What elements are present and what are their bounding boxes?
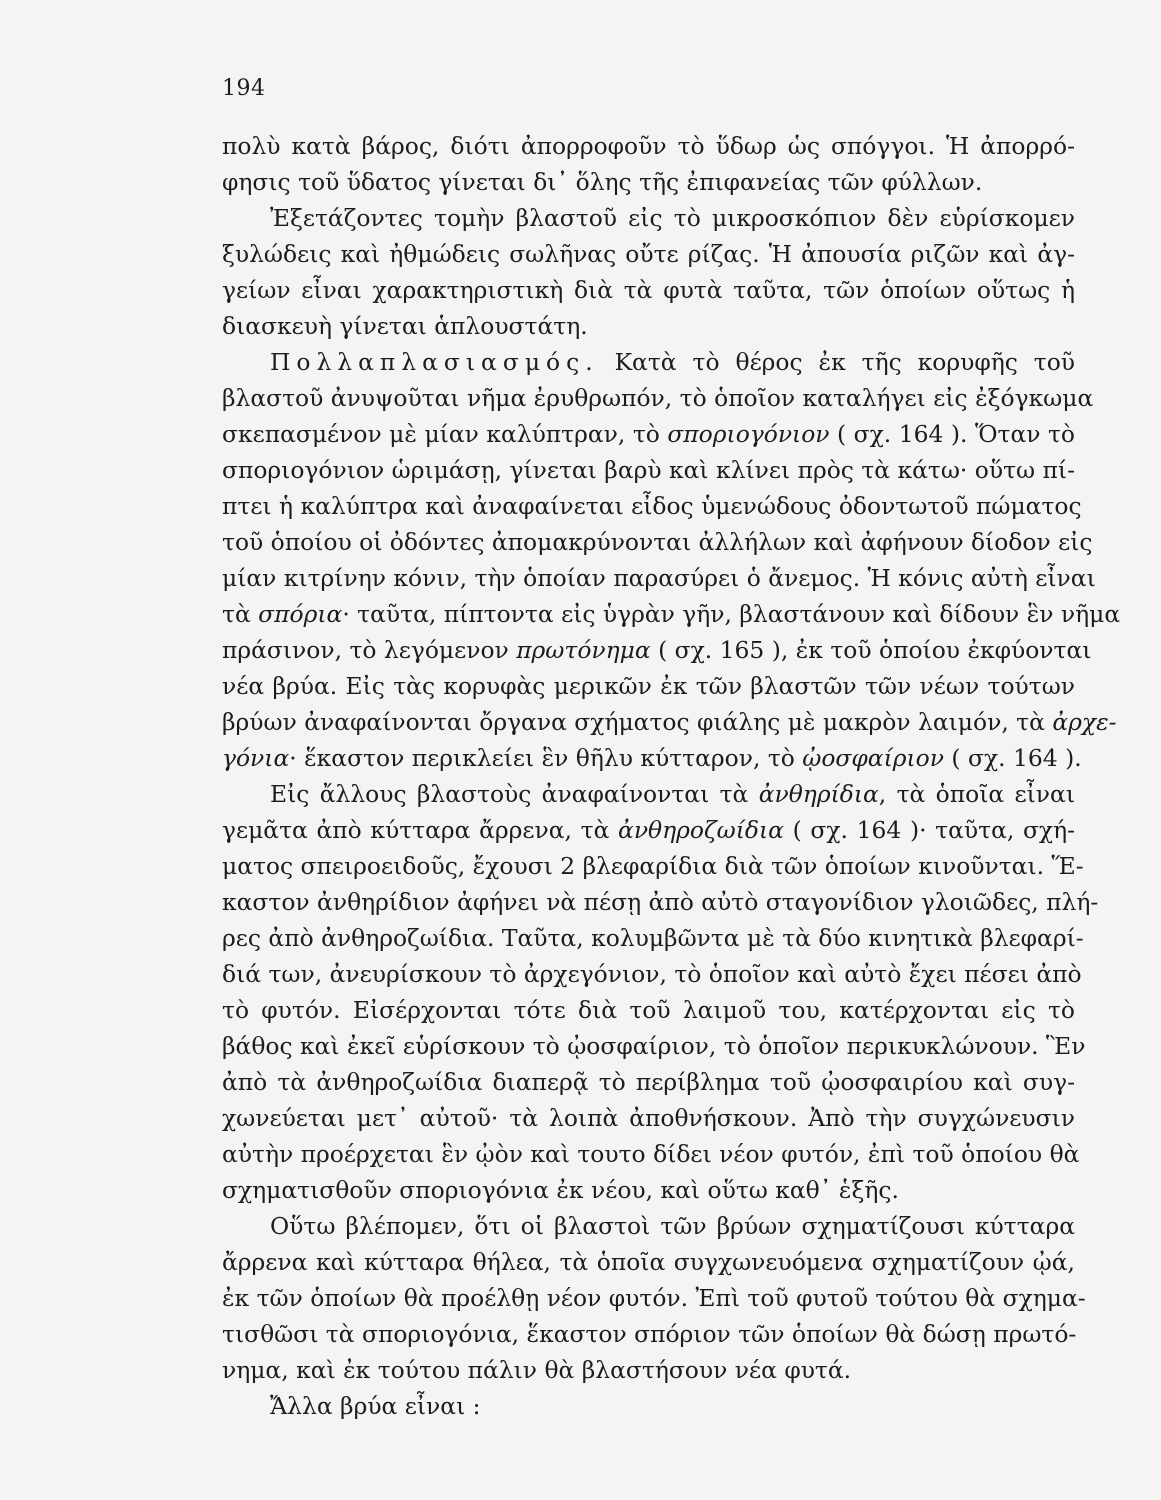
text-line bbox=[222, 200, 1075, 236]
text-run: σκεπασμένον μὲ μίαν καλύπτραν, τὸ bbox=[222, 420, 668, 448]
text-run: · ταῦτα, πίπτοντα εἰς ὑγρὰν γῆν, βλαστάνουν καὶ δίδουν ἓν νῆμα bbox=[342, 600, 1121, 628]
text-line bbox=[222, 884, 1099, 920]
text-run: φησις τοῦ ὕδατος γίνεται δι᾽ ὅλης τῆς ἐπιφανείας τῶν φύλλων. bbox=[222, 168, 983, 196]
text-line bbox=[222, 1388, 1075, 1424]
text-run: Ἄλλα βρύα εἶναι : bbox=[270, 1392, 481, 1420]
text-line bbox=[222, 596, 1121, 632]
italic-term: ᾠοσφαίριον bbox=[802, 744, 944, 772]
italic-term: σποριογόνιον bbox=[667, 420, 830, 448]
text-line bbox=[222, 668, 1075, 704]
text-run: τὸ φυτόν. Εἰσέρχονται τότε διὰ τοῦ λαιμοῦ του, κατέρχονται εἰς τὸ bbox=[222, 996, 1075, 1024]
text-line bbox=[222, 704, 1117, 740]
text-line bbox=[222, 236, 1075, 272]
text-run: διά των, ἀνευρίσκουν τὸ ἀρχεγόνιον, τὸ ὁποῖον καὶ αὐτὸ ἔχει πέσει ἀπὸ bbox=[222, 960, 1082, 988]
text-run: βλαστοῦ ἀνυψοῦται νῆμα ἐρυθρωπόν, τὸ ὁποῖον καταλήγει εἰς ἐξόγκωμα bbox=[222, 384, 1094, 412]
text-run: χωνεύεται μετ᾽ αὐτοῦ· τὰ λοιπὰ ἀποθνήσκουν. Ἀπὸ τὴν συγχώνευσιν bbox=[222, 1104, 1075, 1132]
text-line bbox=[222, 632, 1092, 668]
text-run: Κατὰ τὸ θέρος ἐκ τῆς κορυφῆς τοῦ bbox=[598, 348, 1075, 376]
text-run: νέα βρύα. Εἰς τὰς κορυφὰς μερικῶν ἐκ τῶν βλαστῶν τῶν νέων τούτων bbox=[222, 672, 1075, 700]
text-run: ( σχ. 164 ). bbox=[943, 744, 1082, 772]
text-line bbox=[222, 380, 1094, 416]
text-line bbox=[222, 740, 1082, 776]
text-run: τισθῶσι τὰ σποριογόνια, ἕκαστον σπόριον τῶν ὁποίων θὰ δώσῃ πρωτό- bbox=[222, 1320, 1077, 1348]
text-run: βρύων ἀναφαίνονται ὄργανα σχήματος φιάλης μὲ μακρὸν λαιμόν, τὰ bbox=[222, 708, 1053, 736]
text-line bbox=[222, 488, 1082, 524]
text-line bbox=[222, 1064, 1075, 1100]
text-line bbox=[222, 524, 1093, 560]
italic-term: ἀνθηρίδια bbox=[758, 780, 879, 808]
page-number: 194 bbox=[222, 76, 266, 101]
text-run: γείων εἶναι χαρακτηριστικὴ διὰ τὰ φυτὰ ταῦτα, τῶν ὁποίων οὕτως ἡ bbox=[222, 276, 1075, 304]
text-line bbox=[222, 1136, 1080, 1172]
text-run: ἐκ τῶν ὁποίων θὰ προέλθῃ νέον φυτόν. Ἐπὶ τοῦ φυτοῦ τούτου θὰ σχημα- bbox=[222, 1284, 1086, 1312]
spaced-heading: Πολλαπλασιασμός. bbox=[270, 348, 599, 376]
italic-term: ἀρχε- bbox=[1052, 708, 1117, 736]
text-line bbox=[222, 416, 1075, 452]
text-line bbox=[222, 452, 1075, 488]
text-run: διασκευὴ γίνεται ἁπλουστάτη. bbox=[222, 312, 588, 340]
italic-term: σπόρια bbox=[258, 600, 343, 628]
text-run: τὰ bbox=[222, 600, 259, 628]
text-line bbox=[222, 1172, 1075, 1208]
text-run: Εἰς ἄλλους βλαστοὺς ἀναφαίνονται τὰ bbox=[270, 780, 759, 808]
text-run: , τὰ ὁποῖα εἶναι bbox=[878, 780, 1075, 808]
text-line bbox=[222, 1316, 1075, 1352]
text-run: ( σχ. 165 ), ἐκ τοῦ ὁποίου ἐκφύονται bbox=[650, 636, 1092, 664]
text-run: σποριογόνιον ὡριμάσῃ, γίνεται βαρὺ καὶ κλίνει πρὸς τὰ κάτω· οὕτω πί- bbox=[222, 456, 1076, 484]
text-run: ἄρρενα καὶ κύτταρα θήλεα, τὰ ὁποῖα συγχωνευόμενα σχηματίζουν ᾠά, bbox=[222, 1248, 1075, 1276]
text-line bbox=[222, 344, 1075, 380]
text-run: ρες ἀπὸ ἀνθηροζωίδια. Ταῦτα, κολυμβῶντα μὲ τὰ δύο κινητικὰ βλεφαρί- bbox=[222, 924, 1084, 952]
text-run: πολὺ κατὰ βάρος, διότι ἀπορροφοῦν τὸ ὕδωρ ὡς σπόγγοι. Ἡ ἀπορρό- bbox=[222, 132, 1075, 160]
text-line bbox=[222, 848, 1084, 884]
text-line bbox=[222, 920, 1084, 956]
text-line bbox=[222, 560, 1096, 596]
text-run: ξυλώδεις καὶ ἠθμώδεις σωλῆνας οὔτε ρίζας. Ἡ ἀπουσία ριζῶν καὶ ἀγ- bbox=[222, 240, 1075, 268]
text-run: ( σχ. 164 )· ταῦτα, σχή- bbox=[783, 816, 1076, 844]
text-run: μίαν κιτρίνην κόνιν, τὴν ὁποίαν παρασύρει ὁ ἄνεμος. Ἡ κόνις αὐτὴ εἶναι bbox=[222, 564, 1096, 592]
text-run: Ἐξετάζοντες τομὴν βλαστοῦ εἰς τὸ μικροσκόπιον δὲν εὑρίσκομεν bbox=[270, 204, 1075, 232]
text-run: γεμᾶτα ἀπὸ κύτταρα ἄρρενα, τὰ bbox=[222, 816, 619, 844]
text-run: καστον ἀνθηρίδιον ἀφήνει νὰ πέσῃ ἀπὸ αὐτὸ σταγονίδιον γλοιῶδες, πλή- bbox=[222, 888, 1099, 916]
text-line bbox=[222, 1352, 1075, 1388]
text-line bbox=[222, 992, 1075, 1028]
text-run: αὐτὴν προέρχεται ἓν ᾠὸν καὶ τουτο δίδει νέον φυτόν, ἐπὶ τοῦ ὁποίου θὰ bbox=[222, 1140, 1080, 1168]
text-line bbox=[222, 1244, 1075, 1280]
text-line bbox=[222, 956, 1082, 992]
text-line bbox=[222, 128, 1075, 164]
italic-term: πρωτόνημα bbox=[516, 636, 651, 664]
text-line bbox=[222, 1208, 1075, 1244]
text-run: · ἕκαστον περικλείει ἓν θῆλυ κύτταρον, τὸ bbox=[289, 744, 803, 772]
text-line bbox=[222, 1280, 1086, 1316]
text-line bbox=[222, 812, 1075, 848]
text-run: Οὕτω βλέπομεν, ὅτι οἱ βλαστοὶ τῶν βρύων σχηματίζουσι κύτταρα bbox=[270, 1212, 1075, 1240]
text-run: βάθος καὶ ἐκεῖ εὑρίσκουν τὸ ᾠοσφαίριον, τὸ ὁποῖον περικυκλώνουν. Ἓν bbox=[222, 1032, 1086, 1060]
text-run: νημα, καὶ ἐκ τούτου πάλιν θὰ βλαστήσουν νέα φυτά. bbox=[222, 1356, 852, 1384]
text-line bbox=[222, 308, 1075, 344]
italic-term: ἀνθηροζωίδια bbox=[618, 816, 784, 844]
text-run: σχηματισθοῦν σποριογόνια ἐκ νέου, καὶ οὕτω καθ᾽ ἑξῆς. bbox=[222, 1176, 899, 1204]
text-line bbox=[222, 272, 1075, 308]
text-run: τοῦ ὁποίου οἱ ὀδόντες ἀπομακρύνονται ἀλλήλων καὶ ἀφήνουν δίοδον εἰς bbox=[222, 528, 1093, 556]
text-run: ματος σπειροειδοῦς, ἔχουσι 2 βλεφαρίδια διὰ τῶν ὁποίων κινοῦνται. Ἕ- bbox=[222, 852, 1084, 880]
text-run: ἀπὸ τὰ ἀνθηροζωίδια διαπερᾷ τὸ περίβλημα τοῦ ᾠοσφαιρίου καὶ συγ- bbox=[222, 1068, 1075, 1096]
text-block bbox=[222, 128, 1121, 1424]
text-run: πράσινον, τὸ λεγόμενον bbox=[222, 636, 517, 664]
text-line bbox=[222, 776, 1075, 812]
text-run: πτει ἡ καλύπτρα καὶ ἀναφαίνεται εἶδος ὑμενώδους ὀδοντωτοῦ πώματος bbox=[222, 492, 1082, 520]
text-line bbox=[222, 1100, 1075, 1136]
text-line bbox=[222, 1028, 1086, 1064]
text-run: ( σχ. 164 ). Ὅταν τὸ bbox=[829, 420, 1075, 448]
text-line bbox=[222, 164, 1075, 200]
italic-term: γόνια bbox=[222, 744, 290, 772]
